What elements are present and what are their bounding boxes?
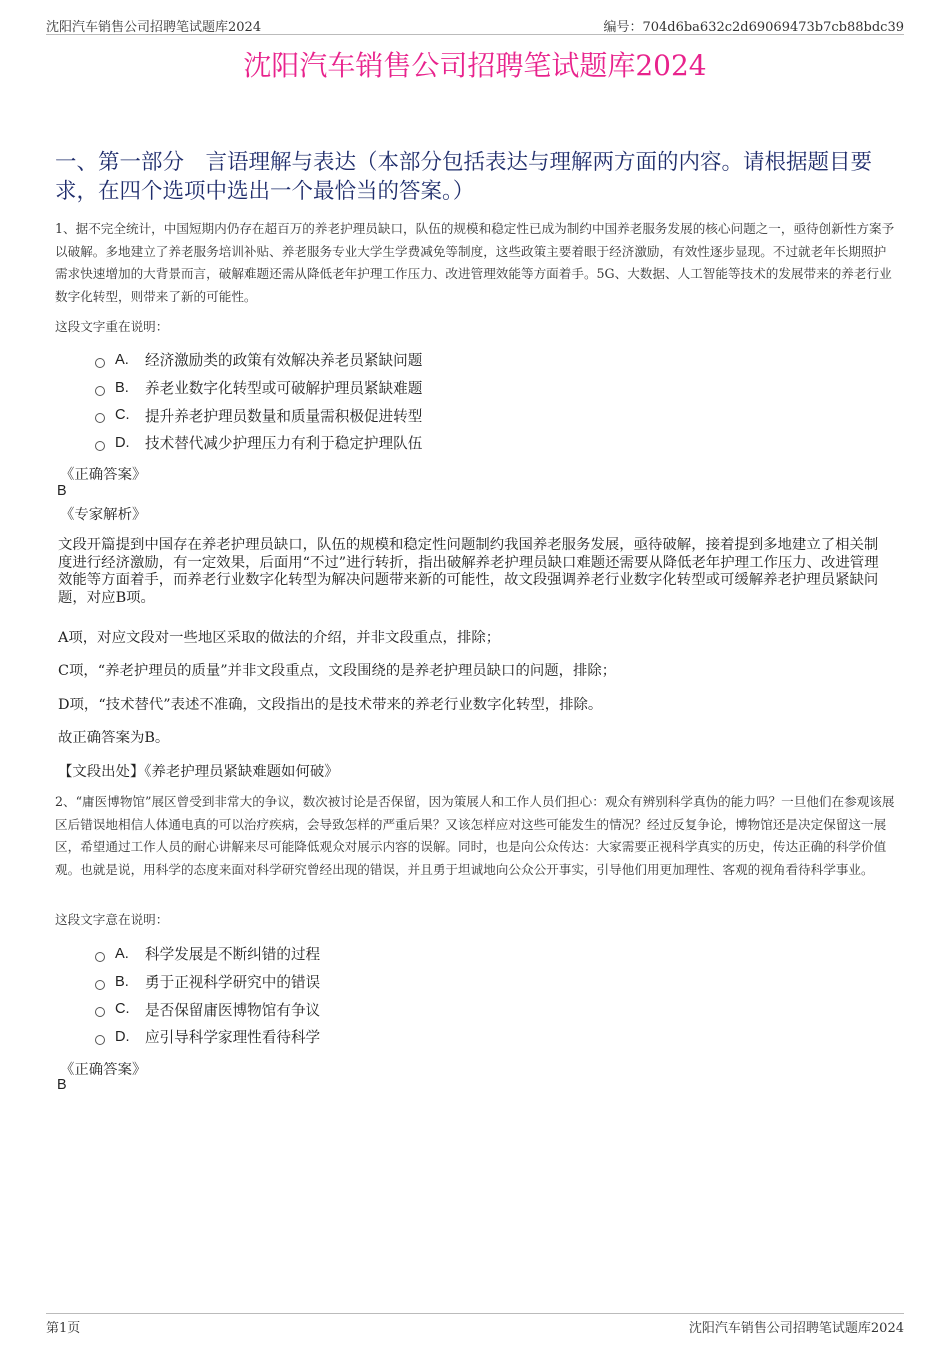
option-b[interactable]	[95, 968, 320, 996]
option-a[interactable]	[95, 346, 422, 374]
text-source: 【文段出处】《养老护理员紧缺难题如何破》	[58, 764, 339, 780]
option-b[interactable]	[95, 374, 422, 402]
option-letter: C.	[115, 1001, 130, 1018]
analysis-option-c: C项，“养老护理员的质量”并非文段重点，文段围绕的是养老护理员缺口的问题，排除；	[58, 663, 617, 679]
answer-value: B	[57, 483, 67, 499]
radio-icon[interactable]	[95, 1035, 105, 1045]
analysis-text: 文段开篇提到中国存在养老护理员缺口，队伍的规模和稳定性问题制约我国养老服务发展，亟待破解，接着提到多地建立了相关制度进行经济激励，有一定效果，后面用“不过”进行转折，指出破解养老护理员缺口难题还需要从降低老年护理工作压力、改进管理效能等方面着手，而养老行业数字化转型为解决问题带来新的可能性，故文段强调养老行业数字化转型或可缓解养老护理员紧缺问题，对应B项。	[58, 537, 879, 607]
radio-icon[interactable]	[95, 980, 105, 990]
option-text: 勇于正视科学研究中的错误	[145, 974, 321, 992]
question-2-options	[95, 940, 320, 1051]
radio-icon[interactable]	[95, 441, 105, 451]
radio-icon[interactable]	[95, 952, 105, 962]
option-letter: D.	[115, 434, 130, 451]
radio-icon[interactable]	[95, 413, 105, 423]
header-left-title: 沈阳汽车销售公司招聘笔试题库2024	[46, 20, 262, 35]
option-letter: B.	[115, 379, 129, 396]
option-text: 经济激励类的政策有效解决养老员紧缺问题	[145, 352, 423, 370]
analysis-option-a: A项，对应文段对一些地区采取的做法的介绍，并非文段重点，排除；	[58, 630, 501, 646]
question-2-text: 2、“庸医博物馆”展区曾受到非常大的争议，数次被讨论是否保留，因为策展人和工作人员们担心：观众有辨别科学真伪的能力吗？一旦他们在参观该展区后错误地相信人体通电真的可以治疗疾病，会导致怎样的严重后果？又该怎样应对这些可能发生的情况？经过反复争论，博物馆还是决定保留这一展区，希望通过工作人员的耐心讲解来尽可能降低观众对展示内容的误解。同时，也是向公众传达：大家需要正视科学真实的历史，传达正确的科学价值观。也就是说，用科学的态度来面对科学研究曾经出现的错误，并且勇于坦诚地向公众公开事实，引导他们用更加理性、客观的视角看待科学事业。	[55, 794, 895, 877]
question-1-prompt: 这段文字重在说明：	[55, 319, 169, 334]
option-c[interactable]	[95, 995, 320, 1023]
radio-icon[interactable]	[95, 358, 105, 368]
answer-label: 《正确答案》	[60, 1062, 147, 1078]
option-text: 技术替代减少护理压力有利于稳定护理队伍	[145, 435, 423, 453]
option-text: 提升养老护理员数量和质量需积极促进转型	[145, 407, 423, 425]
answer-label: 《正确答案》	[60, 467, 147, 483]
option-text: 养老业数字化转型或可破解护理员紧缺难题	[145, 380, 423, 398]
option-letter: A.	[115, 945, 129, 962]
page-number: 第1页	[46, 1321, 81, 1336]
option-c[interactable]	[95, 401, 422, 429]
answer-value: B	[57, 1077, 67, 1093]
section-heading: 一、第一部分 言语理解与表达（本部分包括表达与理解两方面的内容。请根据题目要求，在四个选项中选出一个最恰当的答案。）	[55, 150, 873, 204]
page-footer	[46, 1313, 904, 1336]
option-d[interactable]	[95, 429, 422, 457]
radio-icon[interactable]	[95, 386, 105, 396]
footer-title: 沈阳汽车销售公司招聘笔试题库2024	[688, 1321, 904, 1336]
option-letter: B.	[115, 973, 129, 990]
analysis-conclusion: 故正确答案为B。	[58, 730, 170, 746]
analysis-label: 《专家解析》	[60, 507, 147, 523]
question-1-text: 1、据不完全统计，中国短期内仍存在超百万的养老护理员缺口，队伍的规模和稳定性已成为制约中国养老服务发展的核心问题之一，亟待创新性方案予以破解。多地建立了养老服务培训补贴、养老服务专业大学生学费减免等制度，这些政策主要着眼于经济激励，有效性逐步显现。不过就老年长期照护需求快速增加的大背景而言，破解难题还需从降低老年护理工作压力、改进管理效能等方面着手。5G、大数据、人工智能等技术的发展带来的养老行业数字化转型，则带来了新的可能性。	[55, 221, 895, 304]
question-2-prompt: 这段文字意在说明：	[55, 912, 169, 927]
option-d[interactable]	[95, 1023, 320, 1051]
option-letter: A.	[115, 351, 129, 368]
page-header	[46, 14, 904, 35]
option-a[interactable]	[95, 940, 320, 968]
question-1-options	[95, 346, 422, 457]
option-text: 是否保留庸医博物馆有争议	[145, 1001, 321, 1019]
option-letter: D.	[115, 1028, 130, 1045]
header-doc-number: 编号：704d6ba632c2d69069473b7cb88bdc39	[603, 20, 904, 35]
option-text: 应引导科学家理性看待科学	[145, 1029, 321, 1047]
option-text: 科学发展是不断纠错的过程	[145, 946, 321, 964]
analysis-option-d: D项，“技术替代”表述不准确，文段指出的是技术带来的养老行业数字化转型，排除。	[58, 697, 603, 713]
option-letter: C.	[115, 407, 130, 424]
document-title: 沈阳汽车销售公司招聘笔试题库2024	[243, 49, 707, 82]
radio-icon[interactable]	[95, 1007, 105, 1017]
